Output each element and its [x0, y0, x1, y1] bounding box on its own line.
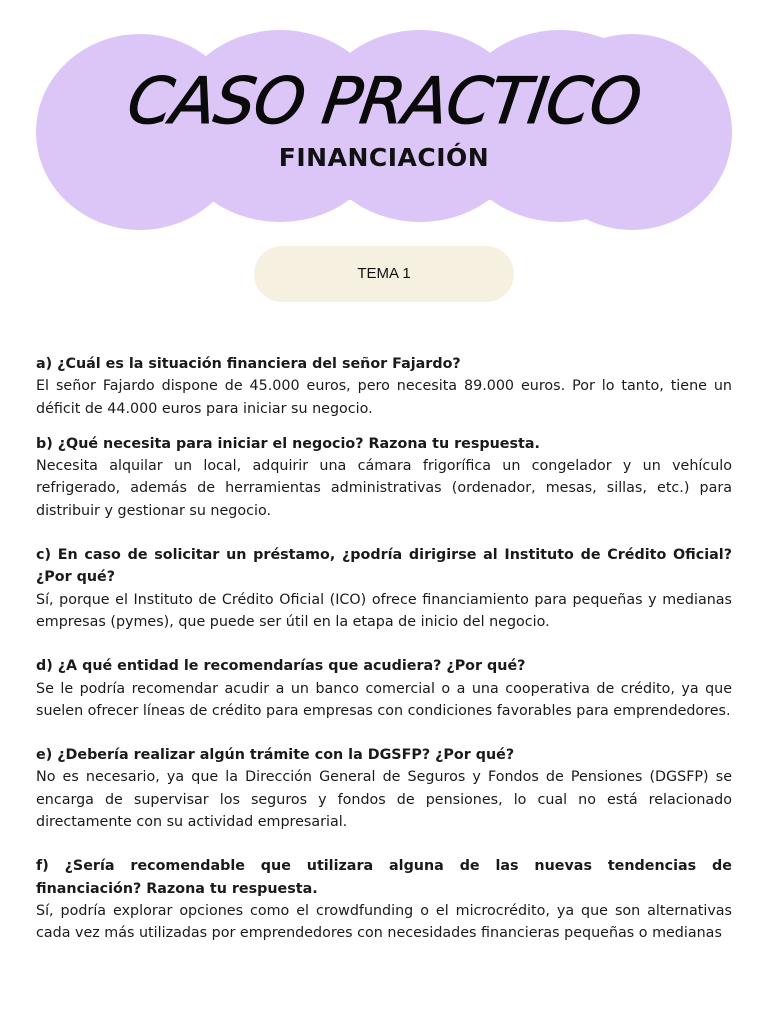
topic-badge: TEMA 1: [254, 246, 514, 302]
question-block-c: [36, 544, 732, 633]
question-block-a: [36, 353, 732, 420]
question-block-b: [36, 433, 732, 522]
answer-text: El señor Fajardo dispone de 45.000 euros, pero necesita 89.000 euros. Por lo tanto, tiene un déficit de 44.000 euros para iniciar su negocio.: [36, 378, 732, 417]
page-title: CASO PRACTICO: [123, 65, 645, 139]
answer-text: Sí, podría explorar opciones como el crowdfunding o el microcrédito, ya que son alternativas cada vez más utilizadas por emprendedores con necesidades financieras pequeñas o medianas: [36, 902, 732, 942]
question-block-f: [36, 855, 732, 944]
question-text: f) ¿Sería recomendable que utilizara alguna de las nuevas tendencias de financiación? Razona tu respuesta.: [36, 858, 732, 897]
question-block-d: [36, 655, 732, 722]
question-block-e: [36, 744, 732, 833]
question-text: e) ¿Debería realizar algún trámite con la DGSFP? ¿Por qué?: [36, 747, 515, 764]
question-text: c) En caso de solicitar un préstamo, ¿podría dirigirse al Instituto de Crédito Oficial? ¿Por qué?: [36, 547, 732, 586]
answer-text: Sí, porque el Instituto de Crédito Oficial (ICO) ofrece financiamiento para pequeñas y medianas empresas (pymes), que puede ser útil en la etapa de inicio del negocio.: [36, 591, 732, 630]
questions-section: [36, 353, 732, 945]
question-text: d) ¿A qué entidad le recomendarías que acudiera? ¿Por qué?: [36, 658, 526, 675]
page-subtitle: FINANCIACIÓN: [278, 143, 490, 172]
answer-text: Se le podría recomendar acudir a un banco comercial o a una cooperativa de crédito, ya que suelen ofrecer líneas de crédito para empresas con condiciones favorables para emprendedores.: [36, 680, 732, 719]
answer-text: No es necesario, ya que la Dirección General de Seguros y Fondos de Pensiones (DGSFP) se encarga de supervisar los seguros y fondos de pensiones, lo cual no está relacionado directamente con su actividad empresarial.: [36, 769, 732, 831]
question-text: a) ¿Cuál es la situación financiera del señor Fajardo?: [36, 356, 461, 372]
answer-text: Necesita alquilar un local, adquirir una cámara frigorífica un congelador y un vehículo refrigerado, además de herramientas administrativas (ordenador, mesas, sillas, etc.) para distribuir y gestionar su negocio.: [36, 458, 732, 519]
question-text: b) ¿Qué necesita para iniciar el negocio? Razona tu respuesta.: [36, 435, 540, 452]
